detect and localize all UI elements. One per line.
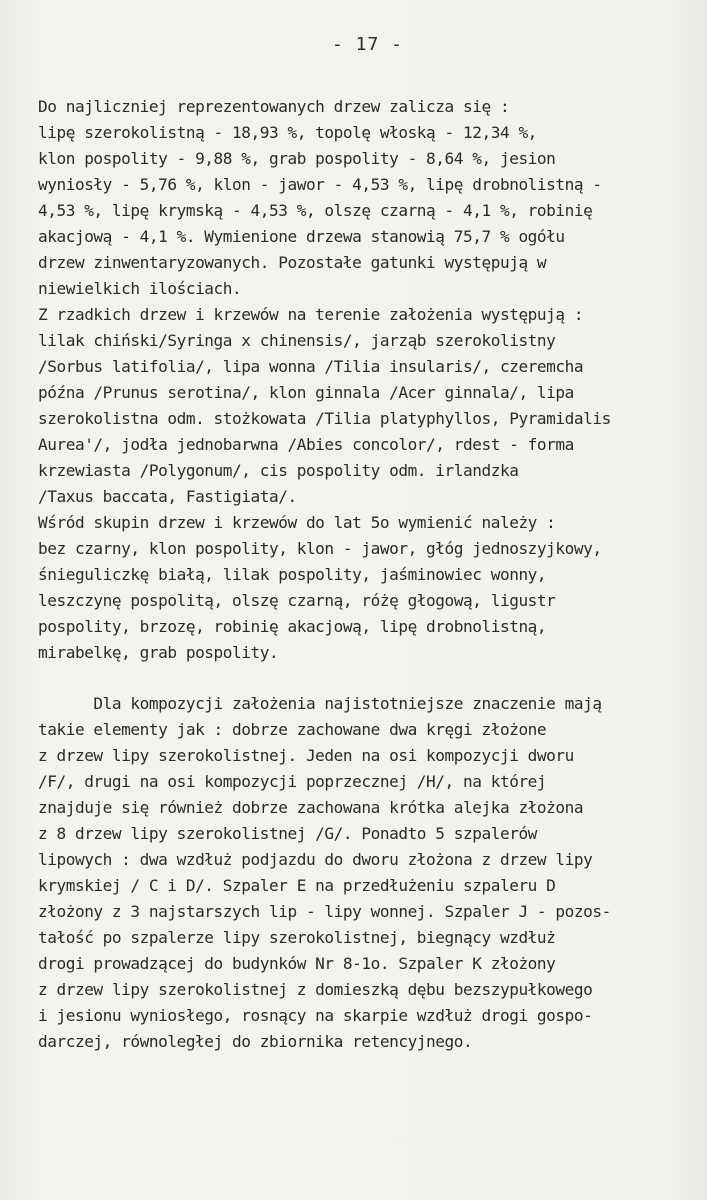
paragraph-tree-inventory bbox=[38, 94, 707, 666]
text-line: drzew zinwentaryzowanych. Pozostałe gatunki występują w bbox=[38, 253, 547, 272]
text-line: /Taxus baccata, Fastigiata/. bbox=[38, 487, 297, 506]
text-line: Wśród skupin drzew i krzewów do lat 5o wymienić należy : bbox=[38, 513, 556, 532]
text-line: Do najliczniej reprezentowanych drzew zalicza się : bbox=[38, 97, 510, 116]
text-line: takie elementy jak : dobrze zachowane dwa kręgi złożone bbox=[38, 720, 547, 739]
text-line: Z rzadkich drzew i krzewów na terenie założenia występują : bbox=[38, 305, 584, 324]
text-line: późna /Prunus serotina/, klon ginnala /Acer ginnala/, lipa bbox=[38, 383, 574, 402]
text-line: bez czarny, klon pospolity, klon - jawor, głóg jednoszyjkowy, bbox=[38, 539, 602, 558]
text-line: lipę szerokolistną - 18,93 %, topolę włoską - 12,34 %, bbox=[38, 123, 537, 142]
text-line: akacjową - 4,1 %. Wymienione drzewa stanowią 75,7 % ogółu bbox=[38, 227, 565, 246]
text-line: z 8 drzew lipy szerokolistnej /G/. Ponadto 5 szpalerów bbox=[38, 824, 537, 843]
text-line: niewielkich ilościach. bbox=[38, 279, 242, 298]
body-text bbox=[38, 94, 707, 1055]
text-line: śnieguliczkę białą, lilak pospolity, jaśminowiec wonny, bbox=[38, 565, 547, 584]
text-line: /F/, drugi na osi kompozycji poprzecznej /H/, na której bbox=[38, 772, 547, 791]
text-line: Dla kompozycji założenia najistotniejsze znaczenie mają bbox=[38, 694, 602, 713]
text-line: drogi prowadzącej do budynków Nr 8-1o. Szpaler K złożony bbox=[38, 954, 556, 973]
text-line: pospolity, brzozę, robinię akacjową, lipę drobnolistną, bbox=[38, 617, 547, 636]
text-line: mirabelkę, grab pospolity. bbox=[38, 643, 279, 662]
text-line: i jesionu wyniosłego, rosnący na skarpie wzdłuż drogi gospo- bbox=[38, 1006, 593, 1025]
text-line: krymskiej / C i D/. Szpaler E na przedłużeniu szpaleru D bbox=[38, 876, 556, 895]
text-line: darczej, równoległej do zbiornika retencyjnego. bbox=[38, 1032, 473, 1051]
text-line: Aurea'/, jodła jednobarwna /Abies concolor/, rdest - forma bbox=[38, 435, 574, 454]
text-line: szerokolistna odm. stożkowata /Tilia platyphyllos, Pyramidalis bbox=[38, 409, 611, 428]
text-line: /Sorbus latifolia/, lipa wonna /Tilia insularis/, czeremcha bbox=[38, 357, 584, 376]
text-line: klon pospolity - 9,88 %, grab pospolity - 8,64 %, jesion bbox=[38, 149, 556, 168]
paragraph-gap bbox=[38, 666, 707, 691]
text-line: 4,53 %, lipę krymską - 4,53 %, olszę czarną - 4,1 %, robinię bbox=[38, 201, 593, 220]
text-line: lilak chiński/Syringa x chinensis/, jarząb szerokolistny bbox=[38, 331, 556, 350]
text-line: z drzew lipy szerokolistnej. Jeden na osi kompozycji dworu bbox=[38, 746, 574, 765]
page-number: - 17 - bbox=[331, 34, 404, 55]
text-line: krzewiasta /Polygonum/, cis pospolity odm. irlandzka bbox=[38, 461, 519, 480]
paragraph-composition bbox=[38, 691, 707, 1055]
text-line: znajduje się również dobrze zachowana krótka alejka złożona bbox=[38, 798, 584, 817]
text-line: lipowych : dwa wzdłuż podjazdu do dworu złożona z drzew lipy bbox=[38, 850, 593, 869]
text-line: z drzew lipy szerokolistnej z domieszką dębu bezszypułkowego bbox=[38, 980, 593, 999]
text-line: leszczynę pospolitą, olszę czarną, różę głogową, ligustr bbox=[38, 591, 556, 610]
text-line: wyniosły - 5,76 %, klon - jawor - 4,53 %, lipę drobnolistną - bbox=[38, 175, 602, 194]
text-line: złożony z 3 najstarszych lip - lipy wonnej. Szpaler J - pozos- bbox=[38, 902, 611, 921]
text-line: tałość po szpalerze lipy szerokolistnej, biegnący wzdłuż bbox=[38, 928, 556, 947]
